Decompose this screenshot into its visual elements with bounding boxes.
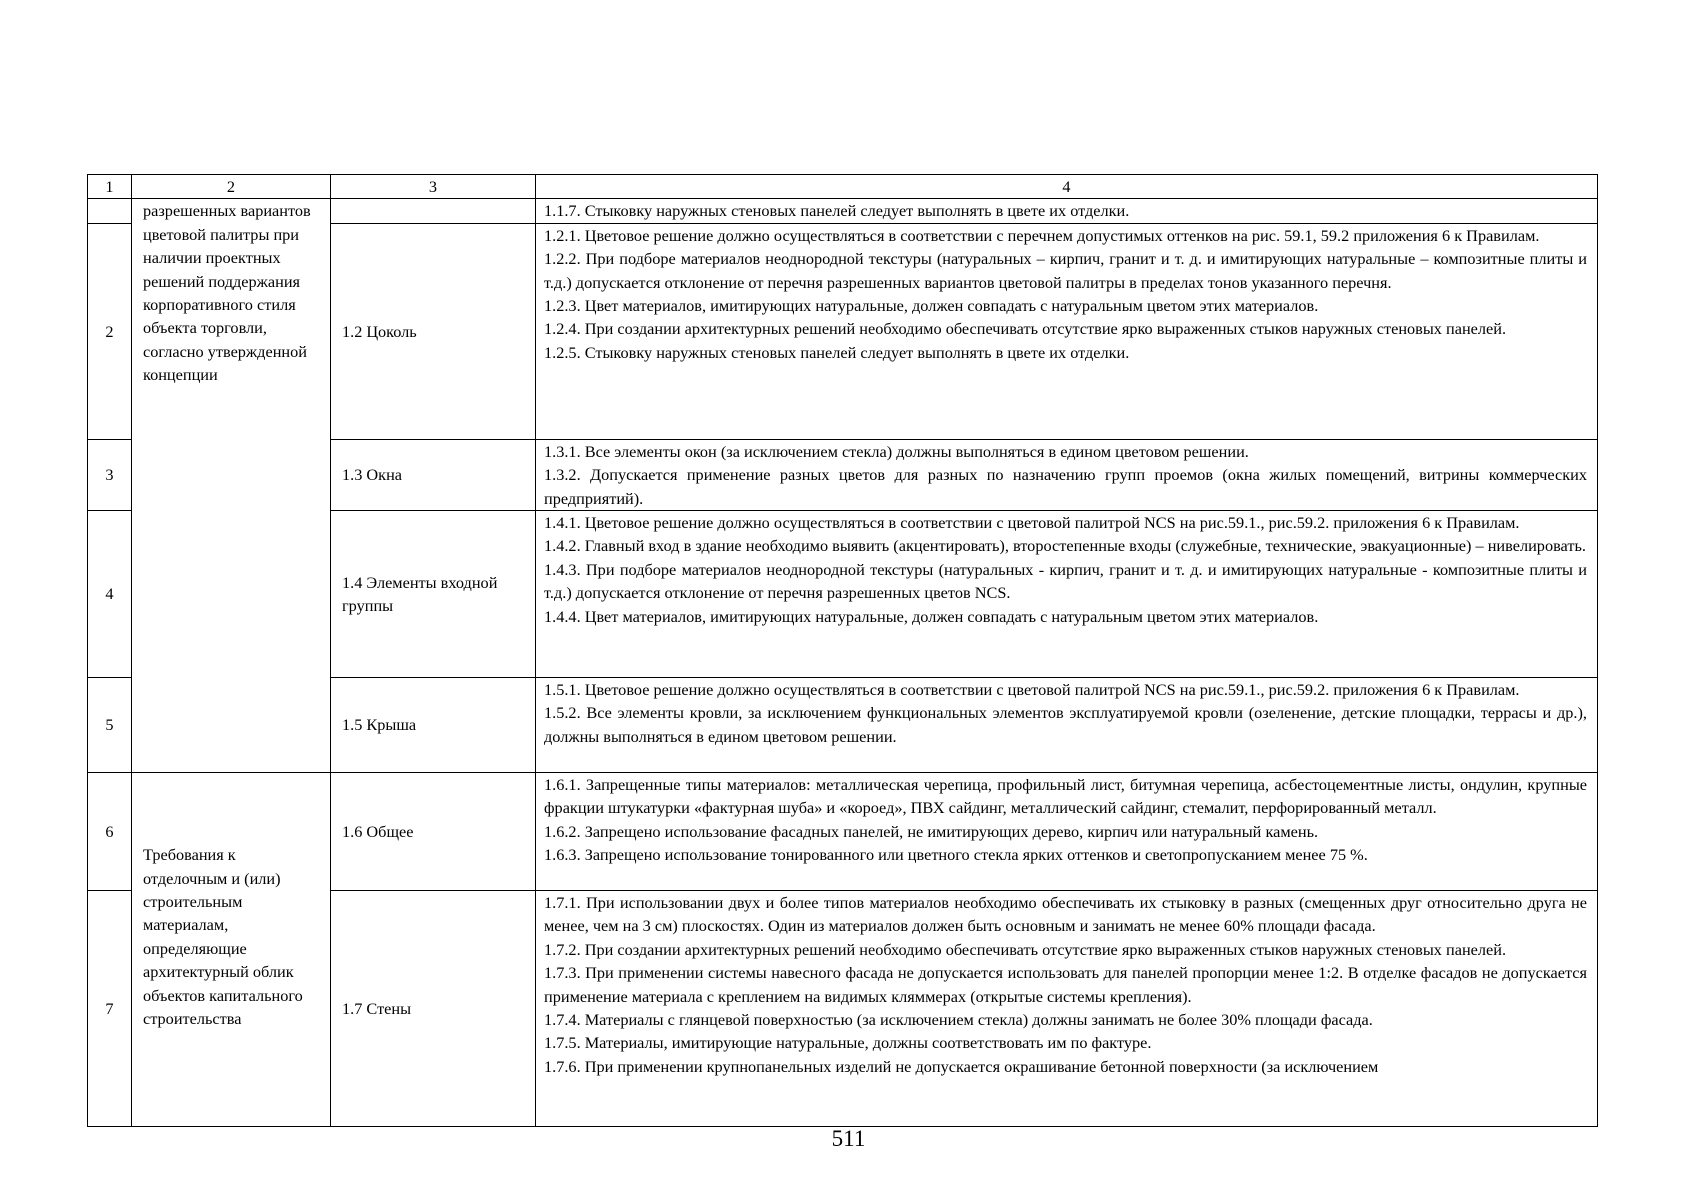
element-cell: 1.3 Окна [331, 439, 536, 510]
row-number: 5 [88, 678, 132, 773]
element-cell: 1.6 Общее [331, 773, 536, 891]
row-number [88, 199, 132, 223]
element-cell [331, 199, 536, 223]
element-cell: 1.2 Цоколь [331, 223, 536, 439]
requirement-item: 1.2.5. Стыковку наружных стеновых панелей следует выполнять в цвете их отделки. [544, 342, 1130, 362]
group-cell [132, 199, 331, 773]
table-header-row [88, 175, 1598, 199]
requirement-item: 1.5.1. Цветовое решение должно осуществляться в соответствии с цветовой палитрой NCS на рис.59.1., рис.59.2. приложения 6 к Правилам. [544, 680, 1520, 700]
row-number: 4 [88, 511, 132, 678]
requirement-item: 1.5.2. Все элементы кровли, за исключением функциональных элементов эксплуатируемой кровли (озеленение, детские площадки, террасы и др.), должны выполняться в едином цветовом решении. [544, 703, 1587, 746]
requirements-cell [536, 439, 1598, 510]
requirement-item: 1.7.6. При применении крупнопанельных изделий не допускается окрашивание бетонной поверхности (за исключением [544, 1056, 1379, 1076]
requirement-item: 1.7.3. При применении системы навесного фасада не допускается использовать для панелей пропорции менее 1:2. В отделке фасадов не допускается применение материала с креплением на видимых кляммерах (открытые системы крепления). [544, 963, 1587, 1006]
requirement-item: 1.6.2. Запрещено использование фасадных панелей, не имитирующих дерево, кирпич или натуральный камень. [544, 821, 1319, 841]
requirement-item: 1.7.1. При использовании двух и более типов материалов необходимо обеспечивать их стыковку в разных (смещенных друг относительно друга не менее, чем на 3 см) плоскостях. Один из материалов должен быть основным и занимать не менее 60% площади фасада. [544, 893, 1587, 936]
requirement-item: 1.7.2. При создании архитектурных решений необходимо обеспечивать отсутствие ярко выраженных стыков наружных стеновых панелей. [544, 939, 1507, 959]
row-number: 7 [88, 891, 132, 1127]
group-cell [132, 773, 331, 1127]
requirement-item: 1.1.7. Стыковку наружных стеновых панелей следует выполнять в цвете их отделки. [544, 201, 1130, 221]
requirements-cell [536, 199, 1598, 223]
requirement-item: 1.2.1. Цветовое решение должно осуществляться в соответствии с перечнем допустимых оттенков на рис. 59.1, 59.2 приложения 6 к Правилам. [544, 225, 1540, 245]
header-cell: 1 [88, 175, 132, 199]
requirements-cell [536, 511, 1598, 678]
requirement-item: 1.6.1. Запрещенные типы материалов: металлическая черепица, профильный лист, битумная черепица, асбестоцементные листы, ондулин, крупные фракции штукатурки «фактурная шуба» и «короед», ПВХ сайдинг, металлический сайдинг, стемалит, перфорированный металл. [544, 775, 1587, 818]
requirement-item: 1.2.3. Цвет материалов, имитирующих натуральные, должен совпадать с натуральным цветом этих материалов. [544, 296, 1319, 316]
row-number: 3 [88, 439, 132, 510]
requirements-cell [536, 773, 1598, 891]
element-cell: 1.4 Элементы входной группы [331, 511, 536, 678]
page-number: 511 [831, 1126, 866, 1151]
requirements-cell [536, 891, 1598, 1127]
header-cell: 4 [536, 175, 1598, 199]
row-number: 2 [88, 223, 132, 439]
table-row [88, 199, 1598, 223]
row-number: 6 [88, 773, 132, 891]
group-title: разрешенных вариантов цветовой палитры при наличии проектных решений поддержания корпоративного стиля объекта торговли, согласно утвержденной концепции [143, 201, 311, 385]
requirement-item: 1.4.4. Цвет материалов, имитирующих натуральные, должен совпадать с натуральным цветом этих материалов. [544, 606, 1319, 626]
element-cell: 1.5 Крыша [331, 678, 536, 773]
requirement-item: 1.4.1. Цветовое решение должно осуществляться в соответствии с цветовой палитрой NCS на рис.59.1., рис.59.2. приложения 6 к Правилам. [544, 513, 1520, 533]
requirement-item: 1.4.2. Главный вход в здание необходимо выявить (акцентировать), второстепенные входы (служебные, технические, эвакуационные) – нивелировать. [544, 536, 1586, 556]
requirement-item: 1.7.5. Материалы, имитирующие натуральные, должны соответствовать им по фактуре. [544, 1033, 1152, 1053]
requirement-item: 1.7.4. Материалы с глянцевой поверхностью (за исключением стекла) должны занимать не более 30% площади фасада. [544, 1010, 1373, 1030]
requirement-item: 1.3.2. Допускается применение разных цветов для разных по назначению групп проемов (окна жилых помещений, витрины коммерческих предприятий). [544, 465, 1587, 508]
requirements-cell [536, 223, 1598, 439]
requirement-item: 1.2.4. При создании архитектурных решений необходимо обеспечивать отсутствие ярко выраженных стыков наружных стеновых панелей. [544, 319, 1507, 339]
header-cell: 2 [132, 175, 331, 199]
requirement-item: 1.3.1. Все элементы окон (за исключением стекла) должны выполняться в едином цветовом решении. [544, 441, 1249, 461]
element-cell: 1.7 Стены [331, 891, 536, 1127]
group-title: Требования к отделочным и (или) строительным материалам, определяющие архитектурный облик объектов капитального строительства [143, 845, 303, 1029]
header-cell: 3 [331, 175, 536, 199]
requirements-table [87, 174, 1598, 1127]
requirements-cell [536, 678, 1598, 773]
requirement-item: 1.4.3. При подборе материалов неоднородной текстуры (натуральных - кирпич, гранит и т. д. и имитирующих натуральные - композитные плиты и т.д.) допускается отклонение от перечня разрешенных цветов NCS. [544, 559, 1587, 603]
requirement-item: 1.2.2. При подборе материалов неоднородной текстуры (натуральных – кирпич, гранит и т. д. и имитирующих натуральные – композитные плиты и т.д.) допускается отклонение от перечня разрешенных вариантов цветовой палитры в пределах тонов указанного перечня. [544, 249, 1587, 292]
table-row [88, 773, 1598, 891]
requirement-item: 1.6.3. Запрещено использование тонированного или цветного стекла ярких оттенков и светопропусканием менее 75 %. [544, 845, 1368, 865]
